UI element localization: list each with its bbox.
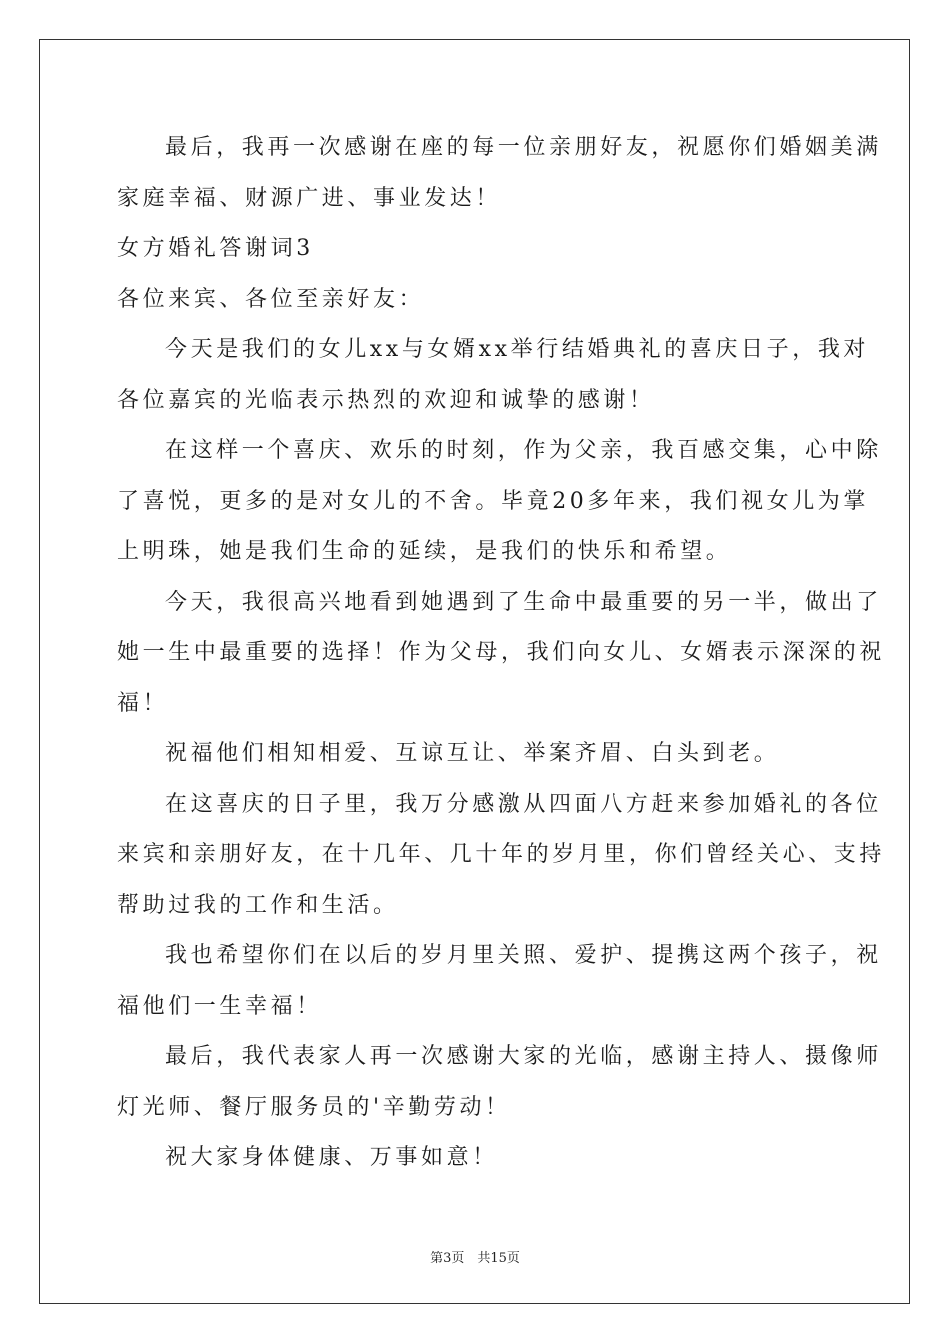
document-body bbox=[117, 123, 886, 1184]
paragraph-line: 福他们一生幸福！ bbox=[117, 993, 322, 1019]
paragraph-line: 福！ bbox=[117, 690, 169, 716]
paragraph-line: 今天是我们的女儿xx与女婿xx举行结婚典礼的喜庆日子，我对 bbox=[165, 337, 870, 362]
paragraph-line: 今天，我很高兴地看到她遇到了生命中最重要的另一半，做出了 bbox=[165, 589, 882, 615]
salutation: 各位来宾、各位至亲好友： bbox=[117, 286, 425, 312]
paragraph-line: 祝大家身体健康、万事如意！ bbox=[165, 1145, 498, 1170]
paragraph-line: 灯光师、餐厅服务员的'辛勤劳动！ bbox=[117, 1094, 511, 1120]
paragraph-line: 上明珠，她是我们生命的延续，是我们的快乐和希望。 bbox=[117, 539, 732, 564]
paragraph-line: 祝福他们相知相爱、互谅互让、举案齐眉、白头到老。 bbox=[165, 741, 780, 766]
paragraph-line: 她一生中最重要的选择！作为父母，我们向女儿、女婿表示深深的祝 bbox=[117, 640, 886, 665]
page-footer: 第3页 共15页 bbox=[430, 1251, 520, 1266]
paragraph-line: 在这样一个喜庆、欢乐的时刻，作为父亲，我百感交集，心中除 bbox=[165, 438, 882, 463]
paragraph-line: 家庭幸福、财源广进、事业发达！ bbox=[117, 185, 502, 211]
paragraph-line: 各位嘉宾的光临表示热烈的欢迎和诚挚的感谢！ bbox=[117, 387, 655, 413]
paragraph-line: 来宾和亲朋好友，在十几年、几十年的岁月里，你们曾经关心、支持 bbox=[117, 842, 886, 867]
paragraph-line: 帮助过我的工作和生活。 bbox=[117, 892, 399, 918]
section-heading: 女方婚礼答谢词3 bbox=[117, 236, 314, 261]
paragraph-line: 最后，我再一次感谢在座的每一位亲朋好友，祝愿你们婚姻美满 bbox=[165, 135, 882, 160]
paragraph-line: 最后，我代表家人再一次感谢大家的光临，感谢主持人、摄像师 bbox=[165, 1044, 882, 1069]
paragraph-line: 我也希望你们在以后的岁月里关照、爱护、提携这两个孩子，祝 bbox=[165, 943, 882, 968]
paragraph-line: 在这喜庆的日子里，我万分感激从四面八方赶来参加婚礼的各位 bbox=[165, 791, 882, 817]
paragraph-line: 了喜悦，更多的是对女儿的不舍。毕竟20多年来，我们视女儿为掌 bbox=[117, 488, 869, 514]
